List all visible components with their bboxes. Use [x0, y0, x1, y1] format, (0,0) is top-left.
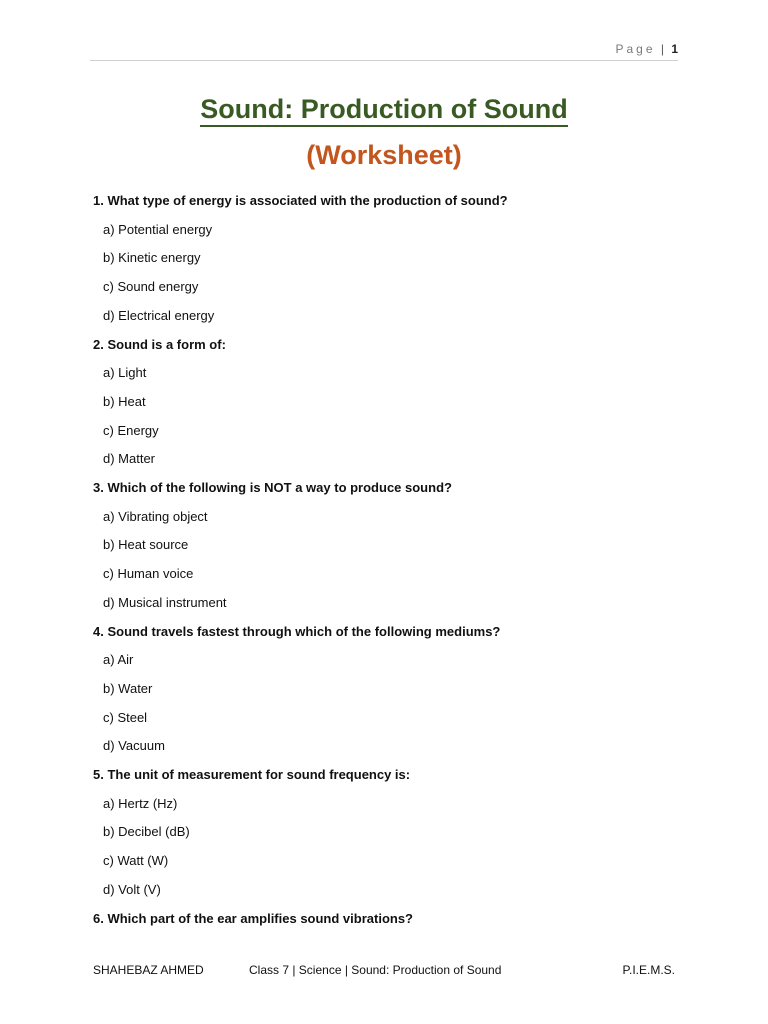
- footer-institution: P.I.E.M.S.: [622, 963, 675, 977]
- answer-option: d) Volt (V): [103, 881, 161, 897]
- question-text: 4. Sound travels fastest through which of the following mediums?: [93, 623, 501, 639]
- answer-option: b) Kinetic energy: [103, 250, 201, 266]
- answer-option: a) Light: [103, 365, 147, 381]
- question-text: 3. Which of the following is NOT a way to produce sound?: [93, 480, 452, 496]
- question-text: 6. Which part of the ear amplifies sound vibrations?: [93, 910, 413, 926]
- answer-option: c) Watt (W): [103, 853, 169, 869]
- page-footer: [93, 963, 675, 981]
- page-number: 1: [671, 42, 678, 56]
- question-text: 1. What type of energy is associated with the production of sound?: [93, 193, 508, 208]
- answer-option: c) Steel: [103, 709, 148, 725]
- document-title-wrapper: [0, 89, 768, 126]
- answer-option: b) Heat source: [103, 537, 189, 553]
- answer-option: c) Energy: [103, 422, 159, 438]
- question-text: 2. Sound is a form of:: [93, 336, 226, 352]
- document-subtitle: (Worksheet): [306, 140, 462, 170]
- document-title: Sound: Production of Sound: [200, 94, 567, 127]
- page-label: Page: [615, 42, 656, 56]
- answer-option: b) Decibel (dB): [103, 824, 190, 840]
- footer-author: SHAHEBAZ AHMED: [93, 963, 204, 977]
- answer-option: a) Vibrating object: [103, 508, 208, 524]
- answer-option: b) Water: [103, 680, 153, 696]
- answer-option: d) Vacuum: [103, 738, 165, 754]
- page-separator: |: [660, 42, 664, 56]
- answer-option: d) Musical instrument: [103, 594, 227, 610]
- answer-option: d) Electrical energy: [103, 307, 215, 323]
- answer-option: b) Heat: [103, 393, 146, 409]
- answer-option: c) Human voice: [103, 566, 194, 582]
- question-list: [93, 187, 683, 933]
- answer-option: d) Matter: [103, 451, 156, 467]
- footer-course: Class 7 | Science | Sound: Production of Sound: [249, 963, 502, 977]
- answer-option: a) Potential energy: [103, 221, 213, 237]
- question-text: 5. The unit of measurement for sound frequency is:: [93, 767, 411, 783]
- answer-option: a) Hertz (Hz): [103, 795, 178, 811]
- answer-option: c) Sound energy: [103, 279, 199, 295]
- page-header: [90, 42, 678, 61]
- answer-option: a) Air: [103, 652, 134, 668]
